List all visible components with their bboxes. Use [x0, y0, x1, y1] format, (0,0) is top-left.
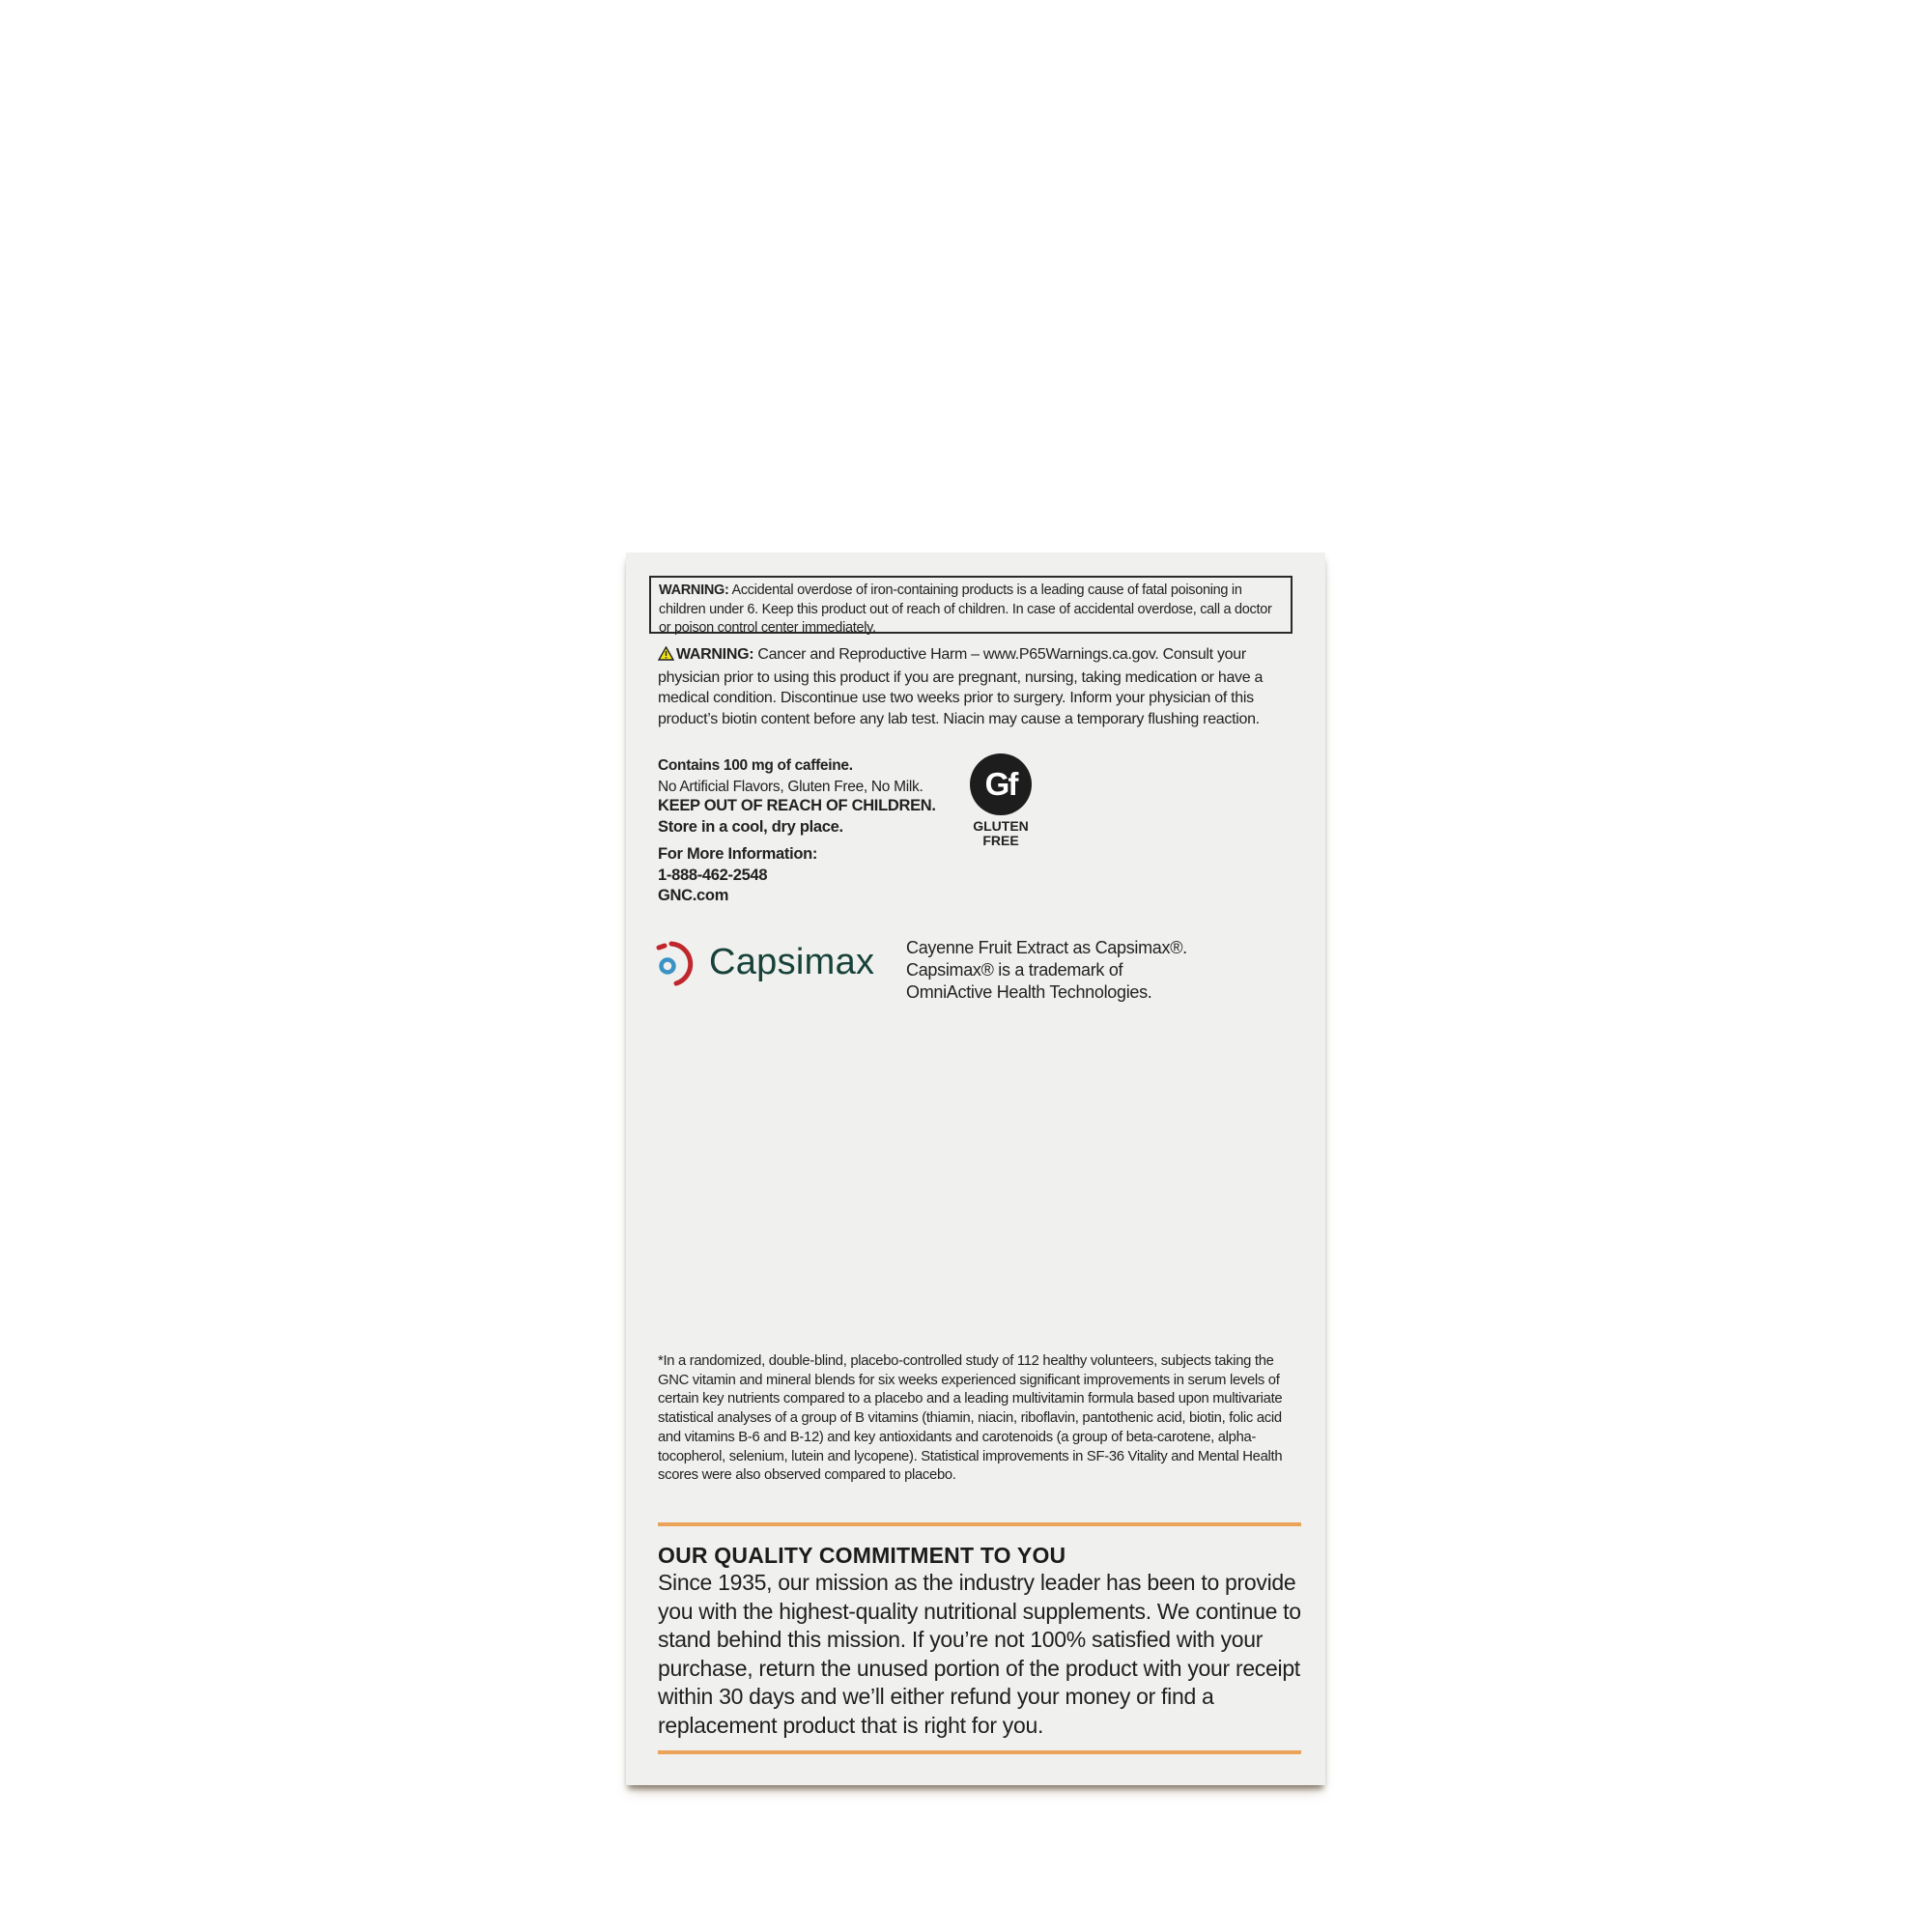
gluten-free-label	[966, 819, 1036, 848]
contact-website: GNC.com	[658, 887, 729, 904]
gluten-free-line1: GLUTEN	[973, 818, 1029, 834]
gluten-free-icon: Gf	[970, 753, 1032, 815]
capsimax-note-line3: OmniActive Health Technologies.	[906, 982, 1152, 1002]
iron-warning-text: Accidental overdose of iron-containing products is a leading cause of fatal poisoning in children under 6. Keep this product out of reach of children. In case of accidental overdose, call a doctor or poison control center immediately.	[659, 582, 1272, 636]
caffeine-info	[658, 755, 967, 797]
capsimax-note-line1: Cayenne Fruit Extract as Capsimax®.	[906, 938, 1187, 957]
study-footnote: *In a randomized, double-blind, placebo-controlled study of 112 healthy volunteers, subjects taking the GNC vitamin and mineral blends for six weeks experienced significant improvements in serum levels of certain key nutrients compared to a placebo and a leading multivitamin formula based upon multivariate statistical analyses of a group of B vitamins (thiamin, niacin, riboflavin, pantothenic acid, biotin, folic acid and vitamins B-6 and B-12) and key antioxidants and carotenoids (a group of beta-carotene, alpha-tocopherol, selenium, lutein and lycopene). Statistical improvements in SF-36 Vitality and Mental Health scores were also observed compared to placebo.	[658, 1353, 1283, 1484]
prop65-warning-text: Cancer and Reproductive Harm – www.P65Warnings.ca.gov. Consult your physician prior to using this product if you are pregnant, nursing, taking medication or have a medical condition. Discontinue use two weeks prior to surgery. Inform your physician of this product’s biotin content before any lab test. Niacin may cause a temporary flushing reaction.	[658, 646, 1264, 727]
warning-triangle-icon	[658, 646, 674, 668]
iron-warning-box	[649, 576, 1293, 634]
storage-instructions: Store in a cool, dry place.	[658, 817, 843, 836]
capsimax-mark-icon	[653, 939, 703, 994]
capsimax-logo	[653, 937, 875, 991]
prop65-warning	[658, 644, 1305, 729]
divider-top	[658, 1522, 1301, 1526]
contact-heading: For More Information:	[658, 845, 818, 863]
capsimax-trademark-note	[906, 937, 1225, 1004]
capsimax-wordmark: Capsimax	[709, 942, 875, 982]
dietary-line: No Artificial Flavors, Gluten Free, No Milk.	[658, 778, 923, 795]
quality-commitment-title: OUR QUALITY COMMITMENT TO YOU	[658, 1543, 1066, 1568]
caffeine-line: Contains 100 mg of caffeine.	[658, 757, 853, 774]
prop65-warning-label: WARNING:	[676, 646, 754, 663]
keep-out-of-reach: KEEP OUT OF REACH OF CHILDREN.	[658, 797, 936, 814]
gluten-free-badge	[966, 753, 1036, 848]
storage-info	[658, 796, 967, 838]
quality-commitment-body: Since 1935, our mission as the industry leader has been to provide you with the highest-quality nutritional supplements. We continue to stand behind this mission. If you’re not 100% satisfied with your purchase, return the unused portion of the product with your receipt within 30 days and we’ll either refund your money or find a replacement product that is right for you.	[658, 1570, 1301, 1738]
gluten-free-line2: FREE	[982, 833, 1019, 848]
contact-phone: 1-888-462-2548	[658, 866, 768, 884]
divider-bottom	[658, 1750, 1301, 1754]
capsimax-note-line2: Capsimax® is a trademark of	[906, 960, 1123, 980]
contact-info	[658, 844, 967, 907]
product-label-panel	[626, 553, 1325, 1785]
iron-warning-label: WARNING:	[659, 582, 729, 598]
